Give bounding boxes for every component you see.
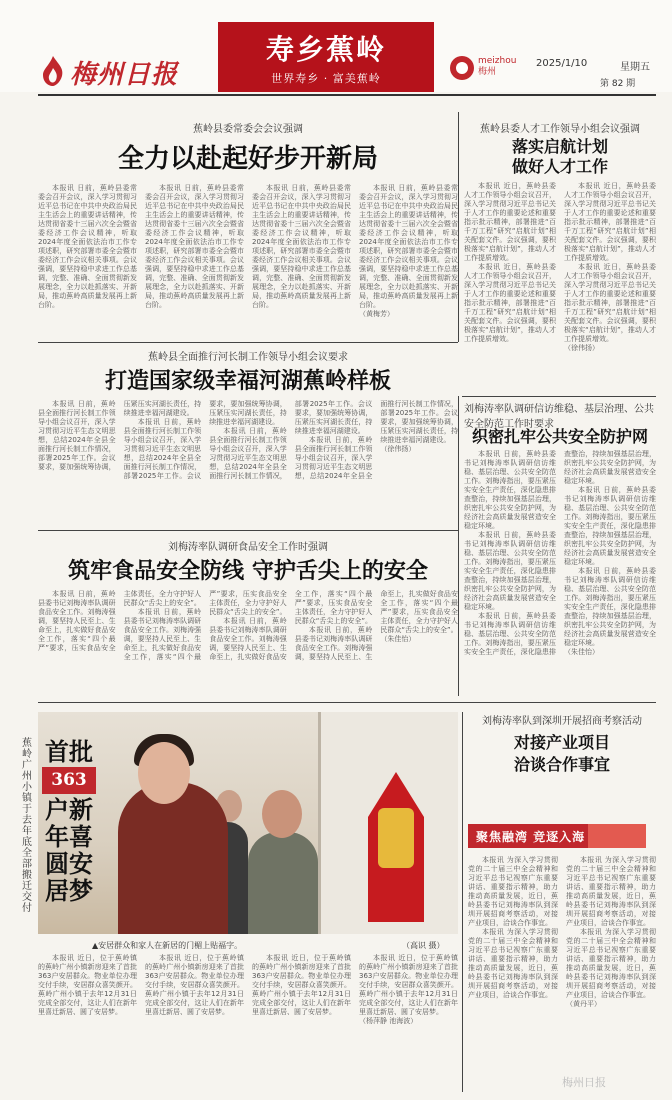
article-signature: （徐伟扬） [564, 344, 599, 352]
paper-logo [40, 50, 220, 90]
article-headline: 全力以赴起好步开新局 [117, 144, 378, 174]
city-logo-icon [450, 56, 474, 80]
fu-character-decoration [378, 808, 414, 868]
issue-number: 第 82 期 [600, 79, 636, 89]
article-signature: （杨萍静 池海波） [359, 1017, 418, 1025]
flame-icon [40, 56, 66, 86]
article-body: 本报讯 为深入学习贯彻党的二十届三中全会精神和习近平总书记视察广东重要讲话、重要指示精神，助力推动高质量发展，近日，蕉岭县委书记刘梅涛率队到深圳开展招商考察活动，对接产业项目，洽谈合作事宜。 本报讯 为深入学习贯彻党的二十届三中全会精神和习近平总书记视察广东重要讲话、重要指示精神，助力推动高质量发展，近日，蕉岭县委书记刘梅涛率队到深圳开展招商考察活动，对接产业项目，洽谈合作事宜。 本报讯 为深入学习贯彻党的二十届三中全会精神和习近平总书记视察广东重要讲话、重要指示精神，助力推动高质量发展，近日，蕉岭县委书记刘梅涛率队到深圳开展招商考察活动，对接产业项目，洽谈合作事宜。 本报讯 为深入学习贯彻党的二十届三中全会精神和习近平总书记视察广东重要讲话、重要指示精神，助力推动高质量发展，近日，蕉岭县委书记刘梅涛率队到深圳开展招商考察活动，对接产业项目，洽谈合作事宜。 （黄丹平） [468, 856, 656, 1008]
issue-date: 2025/1/10 [536, 58, 588, 69]
masthead-rule [38, 94, 656, 96]
column-divider [458, 396, 459, 696]
article-headline-line1: 落实启航计划 [511, 137, 608, 156]
masthead [0, 0, 672, 92]
row-divider [38, 702, 656, 703]
watermark: 梅州日报 [562, 1076, 606, 1089]
row-divider [38, 342, 458, 343]
article-signature: （徐伟扬） [380, 445, 416, 453]
household-count: 363 [42, 767, 96, 794]
section-title: 寿乡蕉岭 [265, 33, 386, 66]
article-pretitle: 刘梅涛率队到深圳开展招商考察活动 [482, 716, 642, 727]
article-signature: （朱佳怡） [380, 635, 416, 643]
article-signature: （黄梅芳） [359, 310, 394, 318]
paper-name: 梅州日报 [70, 60, 179, 90]
article-body: 本报讯 日前，蕉岭县委书记刘梅涛率队调研食品安全工作。刘梅涛强调，要坚持人民至上、生命至上，扎实做好食品安全工作，落实“四个最严”要求，压实食品安全主体责任，全力守护好人民群众“舌尖上的安全”。 本报讯 日前，蕉岭县委书记刘梅涛率队调研食品安全工作。刘梅涛强调，要坚持人民至上、生命至上，扎实做好食品安全工作，落实“四个最严”要求，压实食品安全主体责任，全力守护好人民群众“舌尖上的安全”。 本报讯 日前，蕉岭县委书记刘梅涛率队调研食品安全工作。刘梅涛强调，要坚持人民至上、生命至上，扎实做好食品安全工作，落实“四个最严”要求，压实食品安全主体责任，全力守护好人民群众“舌尖上的安全”。 本报讯 日前，蕉岭县委书记刘梅涛率队调研食品安全工作。刘梅涛强调，要坚持人民至上、生命至上，扎实做好食品安全工作，落实“四个最严”要求，压实食品安全主体责任，全力守护好人民群众“舌尖上的安全”。 （朱佳怡） [38, 590, 458, 661]
article-signature: （黄丹平） [566, 1000, 601, 1008]
section-banner [218, 22, 434, 92]
topic-badge: 聚焦融湾 竞逐入海 [468, 824, 646, 848]
issue-weekday: 星期五 [620, 62, 650, 73]
article-headline: 筑牢食品安全防线 守护舌尖上的安全 [68, 558, 428, 584]
photo-headline: 首批 363 户新年喜圆安居梦 [42, 738, 96, 904]
city-logo-text: meizhou 梅州 [478, 56, 517, 77]
column-divider [458, 112, 459, 342]
article-body: 本报讯 日前，蕉岭县委常委会召开会议，深入学习贯彻习近平总书记在中共中央政治局民主生活会上的重要讲话精神，传达贯彻省委十三届六次全会暨省委经济工作会议精神，听取2024年度全面依法治市工作专项述职，研究部署市委全会暨市委经济工作会议相关事项。会议强调，要坚持稳中求进工作总基调，完整、准确、全面贯彻新发展理念，全力以赴抓落实、开新局，推动蕉岭高质量发展再上新台阶。 本报讯 日前，蕉岭县委常委会召开会议，深入学习贯彻习近平总书记在中共中央政治局民主生活会上的重要讲话精神，传达贯彻省委十三届六次全会暨省委经济工作会议精神，听取2024年度全面依法治市工作专项述职，研究部署市委全会暨市委经济工作会议相关事项。会议强调，要坚持稳中求进工作总基调，完整、准确、全面贯彻新发展理念，全力以赴抓落实、开新局，推动蕉岭高质量发展再上新台阶。 本报讯 日前，蕉岭县委常委会召开会议，深入学习贯彻习近平总书记在中共中央政治局民主生活会上的重要讲话精神，传达贯彻省委十三届六次全会暨省委经济工作会议精神，听取2024年度全面依法治市工作专项述职，研究部署市委全会暨市委经济工作会议相关事项。会议强调，要坚持稳中求进工作总基调，完整、准确、全面贯彻新发展理念，全力以赴抓落实、开新局，推动蕉岭高质量发展再上新台阶。 本报讯 日前，蕉岭县委常委会召开会议，深入学习贯彻习近平总书记在中共中央政治局民主生活会上的重要讲话精神，传达贯彻省委十三届六次全会暨省委经济工作会议精神，听取2024年度全面依法治市工作专项述职，研究部署市委全会暨市委经济工作会议相关事项。会议强调，要坚持稳中求进工作总基调，完整、准确、全面贯彻新发展理念，全力以赴抓落实、开新局，推动蕉岭高质量发展再上新台阶。 （黄梅芳） [38, 184, 458, 318]
article-body: 本报讯 日前，蕉岭县全面推行河长制工作领导小组会议召开，深入学习贯彻习近平生态文明思想，总结2024年全县全面推行河长制工作情况，部署2025年工作。会议要求，要加强统筹协调，压紧压实河湖长责任，持续推进幸福河湖建设。 本报讯 日前，蕉岭县全面推行河长制工作领导小组会议召开，深入学习贯彻习近平生态文明思想，总结2024年全县全面推行河长制工作情况，部署2025年工作。会议要求，要加强统筹协调，压紧压实河湖长责任，持续推进幸福河湖建设。 本报讯 日前，蕉岭县全面推行河长制工作领导小组会议召开，深入学习贯彻习近平生态文明思想，总结2024年全县全面推行河长制工作情况，部署2025年工作。会议要求，要加强统筹协调，压紧压实河湖长责任，持续推进幸福河湖建设。 本报讯 日前，蕉岭县全面推行河长制工作领导小组会议召开，深入学习贯彻习近平生态文明思想，总结2024年全县全面推行河长制工作情况，部署2025年工作。会议要求，要加强统筹协调，压紧压实河湖长责任，持续推进幸福河湖建设。 （徐伟扬） [38, 400, 458, 480]
article-pretitle: 蕉岭县委人才工作领导小组会议强调 [480, 124, 640, 135]
row-divider [462, 396, 656, 397]
article-headline-line2: 做好人才工作 [511, 157, 608, 176]
article-pretitle: 刘梅涛率队调研食品安全工作时强调 [168, 542, 328, 553]
article-pretitle: 蕉岭县全面推行河长制工作领导小组会议要求 [148, 352, 348, 363]
article-signature: （朱佳怡） [564, 648, 599, 656]
article-pretitle: 蕉岭广州小镇于去年底全部搬迁交付 [22, 738, 32, 914]
article-headline: 织密扎牢公共安全防护网 [471, 427, 648, 446]
article-body: 本报讯 近日，蕉岭县委人才工作领导小组会议召开，深入学习贯彻习近平总书记关于人才工作的重要论述和重要指示批示精神，部署推进“百千万工程”研究“启航计划”相关配套文件。会议强调，要积极落实“启航计划”，推动人才工作提质增效。 本报讯 近日，蕉岭县委人才工作领导小组会议召开，深入学习贯彻习近平总书记关于人才工作的重要论述和重要指示批示精神，部署推进“百千万工程”研究“启航计划”相关配套文件。会议强调，要积极落实“启航计划”，推动人才工作提质增效。 本报讯 近日，蕉岭县委人才工作领导小组会议召开，深入学习贯彻习近平总书记关于人才工作的重要论述和重要指示批示精神，部署推进“百千万工程”研究“启航计划”相关配套文件。会议强调，要积极落实“启航计划”，推动人才工作提质增效。 本报讯 近日，蕉岭县委人才工作领导小组会议召开，深入学习贯彻习近平总书记关于人才工作的重要论述和重要指示批示精神，部署推进“百千万工程”研究“启航计划”相关配套文件。会议强调，要积极落实“启航计划”，推动人才工作提质增效。 （徐伟扬） [464, 182, 656, 352]
row-divider [38, 530, 458, 531]
article-headline-line1: 对接产业项目 [513, 733, 610, 752]
column-divider [462, 712, 463, 1092]
article-headline-line2: 洽谈合作事宜 [513, 755, 610, 774]
photo-credit: （高识 摄） [402, 941, 445, 950]
article-body: 本报讯 日前，蕉岭县委书记刘梅涛率队调研信访维稳、基层治理、公共安全防范工作。刘梅涛指出，要压紧压实安全生产责任，深化隐患排查整治，持续加强基层治理，织密扎牢公共安全防护网，为经济社会高质量发展营造安全稳定环境。 本报讯 日前，蕉岭县委书记刘梅涛率队调研信访维稳、基层治理、公共安全防范工作。刘梅涛指出，要压紧压实安全生产责任，深化隐患排查整治，持续加强基层治理，织密扎牢公共安全防护网，为经济社会高质量发展营造安全稳定环境。 本报讯 日前，蕉岭县委书记刘梅涛率队调研信访维稳、基层治理、公共安全防范工作。刘梅涛指出，要压紧压实安全生产责任，深化隐患排查整治，持续加强基层治理，织密扎牢公共安全防护网，为经济社会高质量发展营造安全稳定环境。 本报讯 日前，蕉岭县委书记刘梅涛率队调研信访维稳、基层治理、公共安全防范工作。刘梅涛指出，要压紧压实安全生产责任，深化隐患排查整治，持续加强基层治理，织密扎牢公共安全防护网，为经济社会高质量发展营造安全稳定环境。 本报讯 日前，蕉岭县委书记刘梅涛率队调研信访维稳、基层治理、公共安全防范工作。刘梅涛指出，要压紧压实安全生产责任，深化隐患排查整治，持续加强基层治理，织密扎牢公共安全防护网，为经济社会高质量发展营造安全稳定环境。 （朱佳怡） [464, 450, 656, 656]
photo-caption: ▲安居群众和家人在新居的门楣上贴福字。 [92, 941, 243, 950]
section-slogan: 世界寿乡 · 富美蕉岭 [271, 72, 381, 85]
resettlement-photo [38, 712, 458, 934]
article-body: 本报讯 近日，位于蕉岭镇的蕉岭广州小镇新房迎来了首批363户安居群众。物业单位办理交付手续，安居群众喜笑颜开。蕉岭广州小镇于去年12月31日完成全部交付，这让人们在新年里喜迁新居、圆了安居梦。 本报讯 近日，位于蕉岭镇的蕉岭广州小镇新房迎来了首批363户安居群众。物业单位办理交付手续，安居群众喜笑颜开。蕉岭广州小镇于去年12月31日完成全部交付，这让人们在新年里喜迁新居、圆了安居梦。 本报讯 近日，位于蕉岭镇的蕉岭广州小镇新房迎来了首批363户安居群众。物业单位办理交付手续，安居群众喜笑颜开。蕉岭广州小镇于去年12月31日完成全部交付，这让人们在新年里喜迁新居、圆了安居梦。 本报讯 近日，位于蕉岭镇的蕉岭广州小镇新房迎来了首批363户安居群众。物业单位办理交付手续，安居群众喜笑颜开。蕉岭广州小镇于去年12月31日完成全部交付，这让人们在新年里喜迁新居、圆了安居梦。 （杨萍静 池海波） [38, 954, 458, 1025]
article-pretitle: 刘梅涛率队调研信访维稳、基层治理、公共安全防范工作时要求 [464, 404, 654, 430]
article-pretitle: 蕉岭县委常委会会议强调 [193, 124, 303, 135]
article-headline: 打造国家级幸福河湖蕉岭样板 [104, 368, 391, 394]
